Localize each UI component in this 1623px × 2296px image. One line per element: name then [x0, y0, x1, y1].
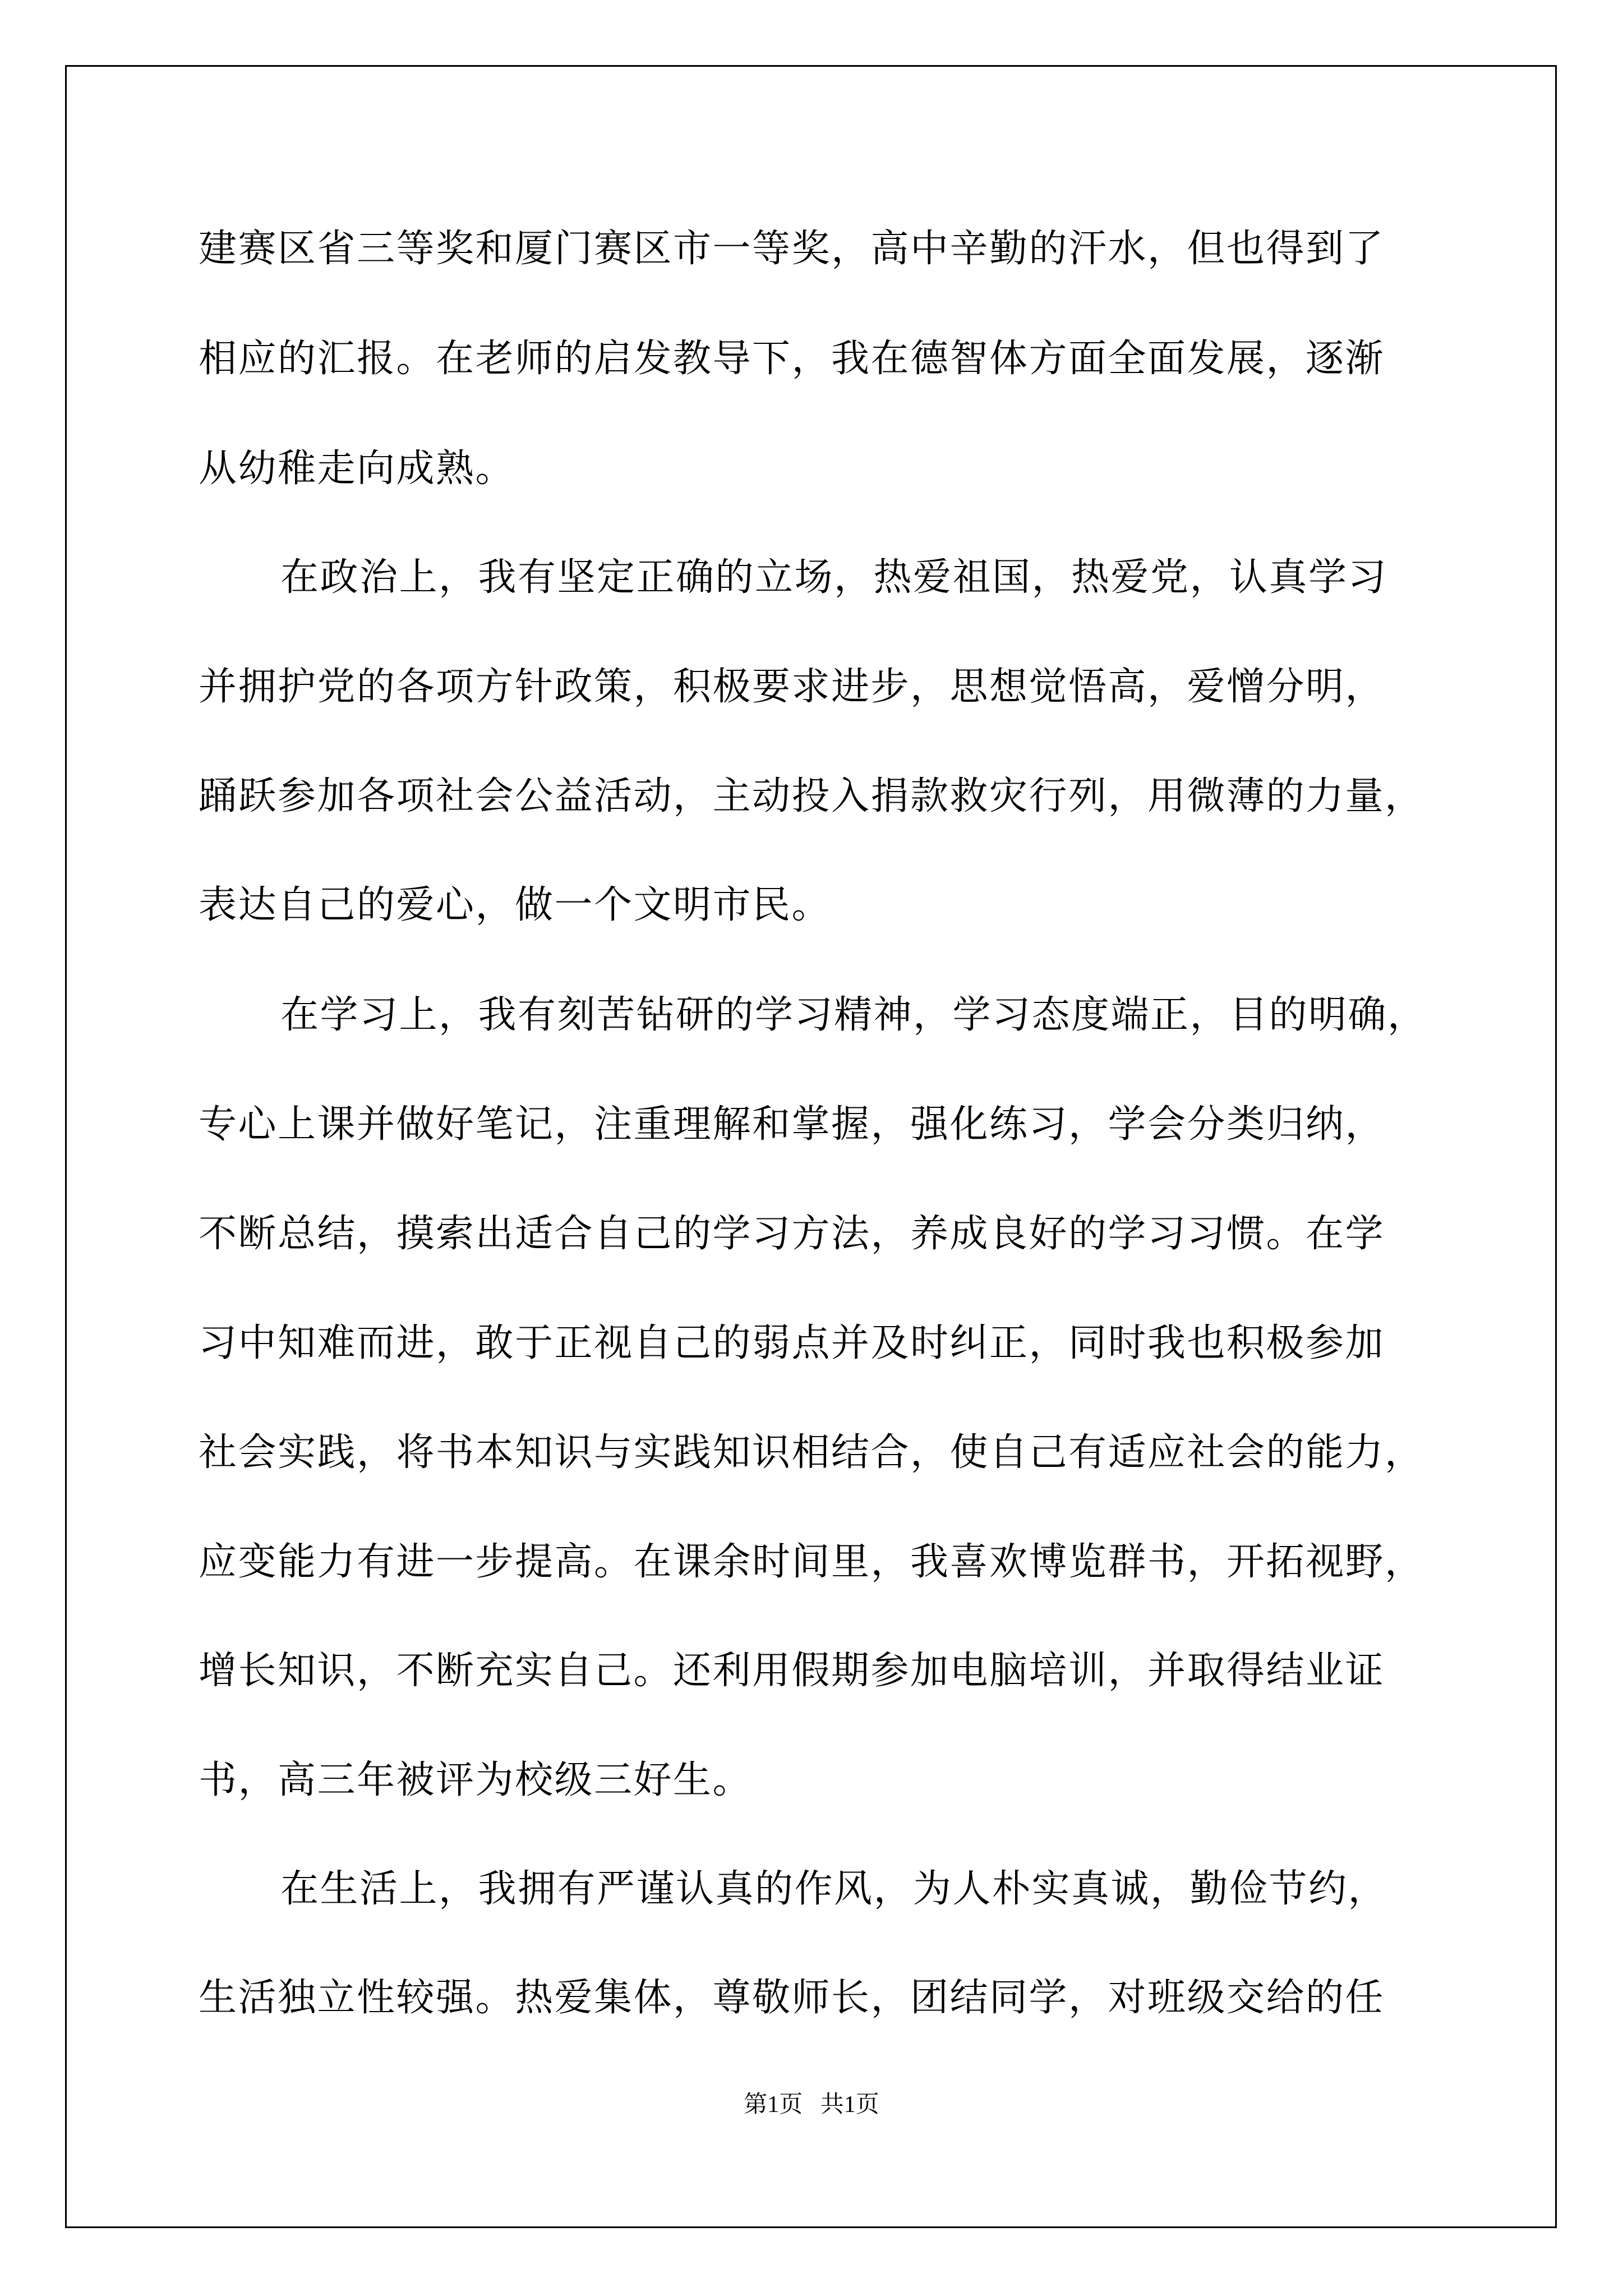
body-text-line: 习中知难而进，敢于正视自己的弱点并及时纠正，同时我也积极参加	[199, 1321, 1385, 1365]
body-text-line: 建赛区省三等奖和厦门赛区市一等奖，高中辛勤的汗水，但也得到了	[199, 227, 1385, 271]
body-text-line: 在学习上，我有刻苦钻研的学习精神，学习态度端正，目的明确，	[280, 993, 1427, 1037]
body-text-line: 在政治上，我有坚定正确的立场，热爱祖国，热爱党，认真学习	[280, 555, 1388, 600]
body-text-line: 社会实践，将书本知识与实践知识相结合，使自己有适应社会的能力，	[199, 1430, 1424, 1475]
body-text-line: 书，高三年被评为校级三好生。	[199, 1758, 753, 1802]
body-text-line: 踊跃参加各项社会公益活动，主动投入捐款救灾行列，用微薄的力量，	[199, 774, 1424, 818]
body-text-line: 生活独立性较强。热爱集体，尊敬师长，团结同学，对班级交给的任	[199, 1976, 1385, 2020]
body-text-line: 表达自己的爱心，做一个文明市民。	[199, 883, 832, 927]
body-text-line: 从幼稚走向成熟。	[199, 447, 515, 491]
body-text-line: 不断总结，摸索出适合自己的学习方法，养成良好的学习习惯。在学	[199, 1212, 1385, 1256]
body-text-line: 应变能力有进一步提高。在课余时间里，我喜欢博览群书，开拓视野，	[199, 1540, 1424, 1584]
body-text-line: 相应的汇报。在老师的启发教导下，我在德智体方面全面发展，逐渐	[199, 337, 1385, 381]
body-text-line: 在生活上，我拥有严谨认真的作风，为人朴实真诚，勤俭节约，	[280, 1867, 1388, 1911]
page-footer: 第1页 共1页	[744, 2092, 879, 2118]
body-text-line: 专心上课并做好笔记，注重理解和掌握，强化练习，学会分类归纳，	[199, 1102, 1385, 1147]
body-text-line: 增长知识，不断充实自己。还利用假期参加电脑培训，并取得结业证	[199, 1649, 1385, 1693]
body-text-line: 并拥护党的各项方针政策，积极要求进步，思想觉悟高，爱憎分明，	[199, 665, 1385, 709]
